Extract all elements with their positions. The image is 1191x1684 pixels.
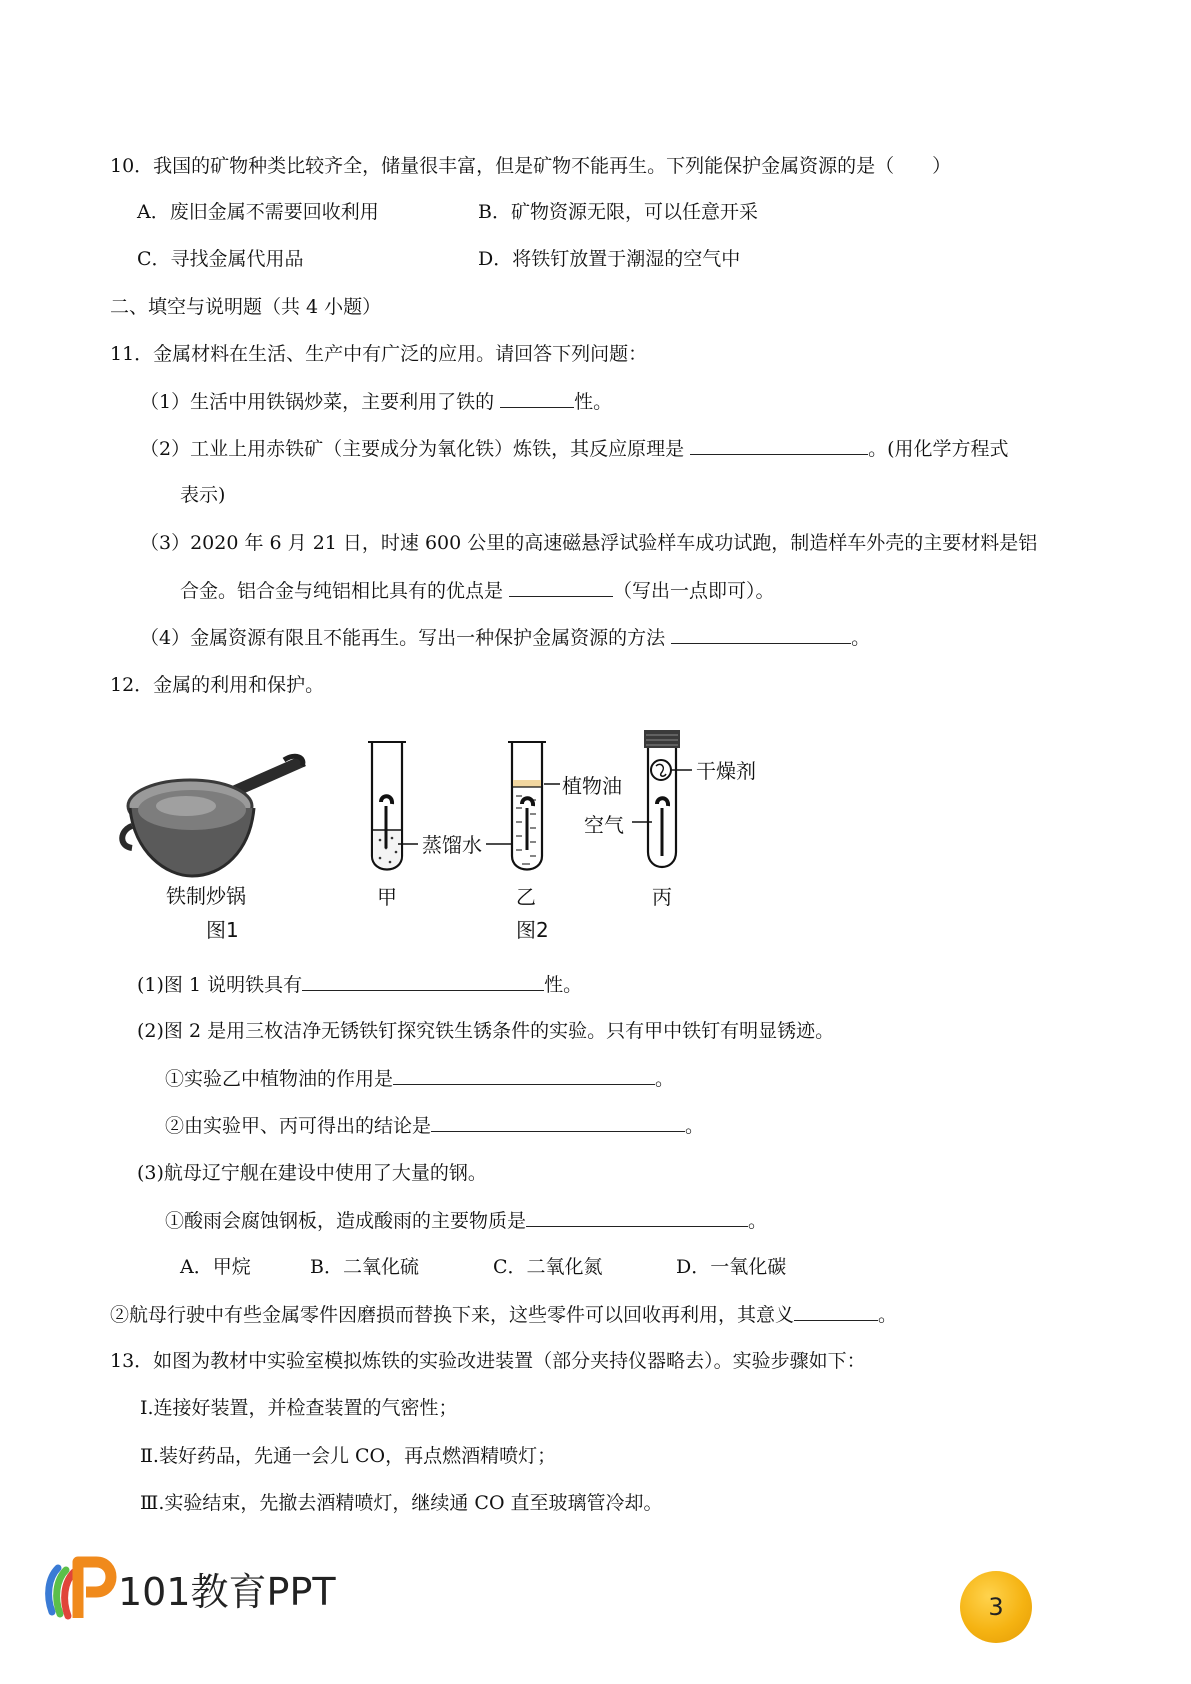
q12-part2-2-text: ②由实验甲、丙可得出的结论是 xyxy=(165,1115,432,1137)
q11-part3-blank[interactable] xyxy=(509,578,613,597)
q11-part2-text: （2）工业上用赤铁矿（主要成分为氧化铁）炼铁，其反应原理是 xyxy=(140,438,691,460)
q11-part4-text: （4）金属资源有限且不能再生。写出一种保护金属资源的方法 xyxy=(140,627,672,649)
tube-bing-label: 丙 xyxy=(652,885,672,909)
q11-part1 xyxy=(140,389,612,414)
q12-part3-2-blank[interactable] xyxy=(794,1302,878,1321)
q11-part3-suffix: （写出一点即可）。 xyxy=(613,580,775,602)
air-label: 空气 xyxy=(584,813,624,837)
desiccant-bag xyxy=(651,760,671,780)
q13-step3: Ⅲ.实验结束，先撤去酒精喷灯，继续通 CO 直至玻璃管冷却。 xyxy=(140,1492,663,1514)
q12-part3-2 xyxy=(110,1302,897,1327)
q11-part3-cont xyxy=(180,578,775,603)
q11-part1-suffix: 性。 xyxy=(574,391,613,413)
q11-part1-blank[interactable] xyxy=(500,389,574,408)
q10-option-d: D．将铁钉放置于潮湿的空气中 xyxy=(478,248,741,270)
q13-step2: Ⅱ.装好药品，先通一会儿 CO，再点燃酒精喷灯； xyxy=(140,1445,557,1467)
q12-part1-text: (1)图 1 说明铁具有 xyxy=(137,974,303,996)
q13-step1: Ⅰ.连接好装置，并检查装置的气密性； xyxy=(140,1397,458,1419)
q10-stem: 10．我国的矿物种类比较齐全，储量很丰富，但是矿物不能再生。下列能保护金属资源的是（ ） xyxy=(110,155,952,177)
q11-part2-suffix: 。(用化学方程式 xyxy=(868,438,1009,460)
water-label: 蒸馏水 xyxy=(422,833,482,857)
page-number: 3 xyxy=(988,1593,1004,1621)
page-number-badge xyxy=(960,1571,1032,1643)
q12-part3-1 xyxy=(165,1208,767,1233)
q11-part3-text: 合金。铝合金与纯铝相比具有的优点是 xyxy=(180,580,510,602)
q12-part2: (2)图 2 是用三枚洁净无锈铁钉探究铁生锈条件的实验。只有甲中铁钉有明显锈迹。 xyxy=(137,1020,835,1042)
q10-option-c: C．寻找金属代用品 xyxy=(137,248,304,270)
q11-part4 xyxy=(140,625,870,650)
q11-part4-blank[interactable] xyxy=(671,625,851,644)
q12-part3-2-suffix: 。 xyxy=(878,1304,898,1326)
q12-option-c: C．二氧化氮 xyxy=(493,1256,603,1278)
q12-part2-2-blank[interactable] xyxy=(431,1113,685,1132)
q12-part3-1-text: ①酸雨会腐蚀钢板，造成酸雨的主要物质是 xyxy=(165,1210,527,1232)
q13-stem: 13．如图为教材中实验室模拟炼铁的实验改进装置（部分夹持仪器略去）。实验步骤如下： xyxy=(110,1350,866,1372)
q12-part2-2 xyxy=(165,1113,704,1138)
q11-part2-cont: 表示) xyxy=(180,484,226,506)
test-tube-jia xyxy=(368,742,406,870)
q12-part1-suffix: 性。 xyxy=(544,974,583,996)
wok-label: 铁制炒锅 xyxy=(166,884,246,908)
q10-option-b: B．矿物资源无限，可以任意开采 xyxy=(478,201,758,223)
q12-part3-2-text: ②航母行驶中有些金属零件因磨损而替换下来，这些零件可以回收再利用，其意义 xyxy=(110,1304,795,1326)
brand-logo-text: 101教育PPT xyxy=(118,1570,336,1614)
q12-stem: 12．金属的利用和保护。 xyxy=(110,674,325,696)
fig2-caption: 图2 xyxy=(516,918,549,942)
q12-option-d: D．一氧化碳 xyxy=(676,1256,787,1278)
q12-option-a: A．甲烷 xyxy=(180,1256,251,1278)
q11-part3: （3）2020 年 6 月 21 日，时速 600 公里的高速磁悬浮试验样车成功试跑，制造样车外壳的主要材料是铝 xyxy=(140,532,1038,554)
q11-part4-suffix: 。 xyxy=(851,627,871,649)
q11-part2-blank[interactable] xyxy=(690,436,868,455)
test-tube-bing xyxy=(644,730,680,867)
oil-label: 植物油 xyxy=(562,774,622,798)
q12-option-b: B．二氧化硫 xyxy=(310,1256,419,1278)
test-tube-yi xyxy=(508,742,546,870)
q11-part2 xyxy=(140,436,1009,461)
section-heading: 二、填空与说明题（共 4 小题） xyxy=(110,296,382,318)
fig1-caption: 图1 xyxy=(206,918,239,942)
wok-illustration xyxy=(122,756,306,876)
tube-yi-label: 乙 xyxy=(516,885,536,909)
q12-part3-1-blank[interactable] xyxy=(526,1208,748,1227)
q12-part2-1 xyxy=(165,1066,674,1091)
q12-part1-blank[interactable] xyxy=(302,972,544,991)
q12-part2-2-suffix: 。 xyxy=(685,1115,705,1137)
q10-option-a: A．废旧金属不需要回收利用 xyxy=(137,201,379,223)
q12-part2-1-suffix: 。 xyxy=(655,1068,675,1090)
tube-jia-label: 甲 xyxy=(377,885,397,909)
q12-part1 xyxy=(137,972,582,997)
q12-part3: (3)航母辽宁舰在建设中使用了大量的钢。 xyxy=(137,1162,487,1184)
q12-part3-1-suffix: 。 xyxy=(748,1210,768,1232)
q11-part1-text: （1）生活中用铁锅炒菜，主要利用了铁的 xyxy=(140,391,501,413)
q12-part2-1-blank[interactable] xyxy=(393,1066,655,1085)
desiccant-label: 干燥剂 xyxy=(696,759,756,783)
q12-part2-1-text: ①实验乙中植物油的作用是 xyxy=(165,1068,394,1090)
q11-stem: 11．金属材料在生活、生产中有广泛的应用。请回答下列问题： xyxy=(110,343,648,365)
